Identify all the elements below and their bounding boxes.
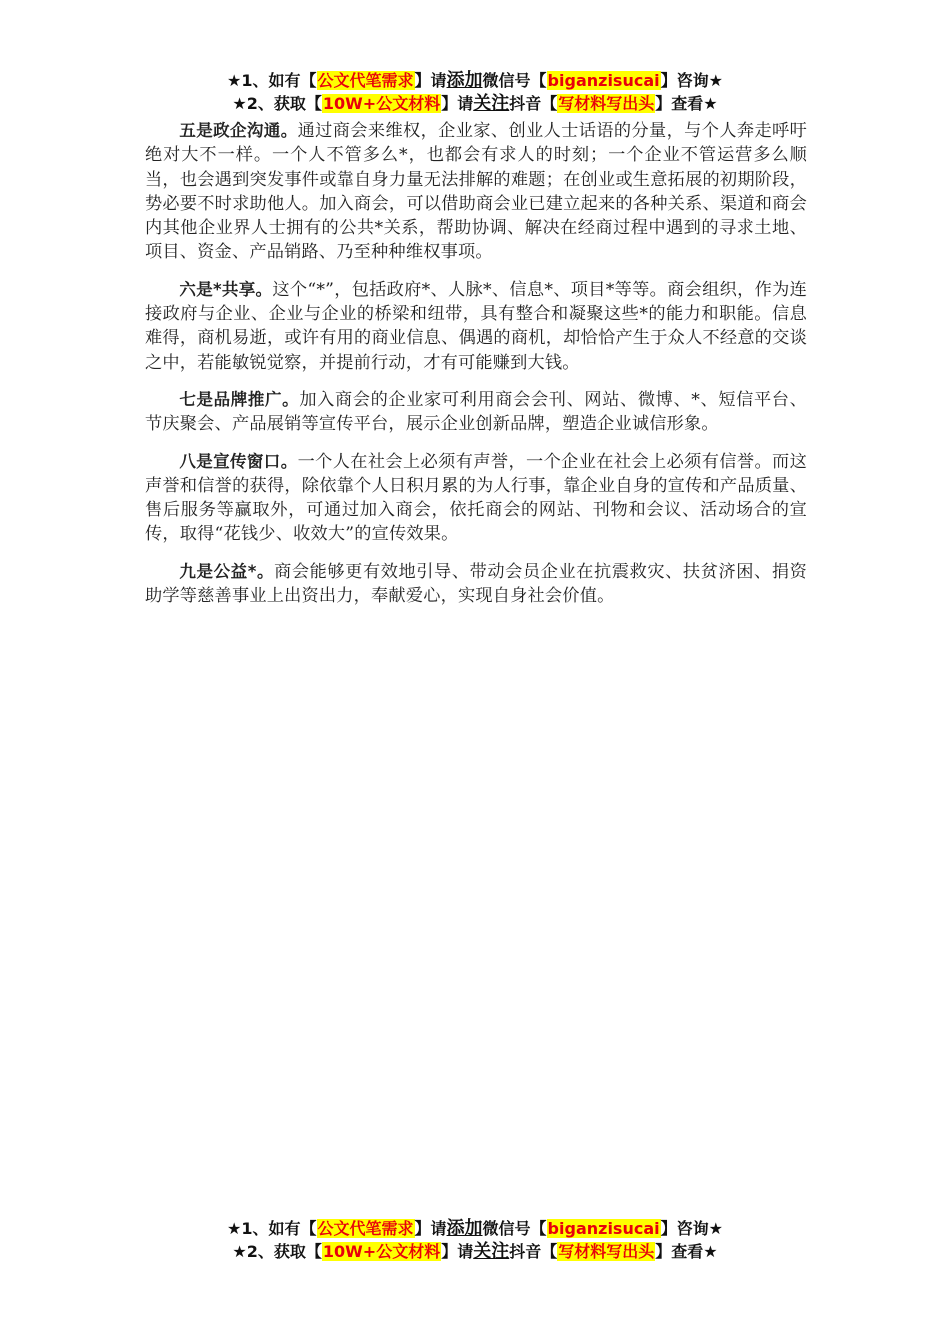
banner-1-prefix: ★1、如有【 xyxy=(227,71,317,90)
footer-2-mid-2: 抖音【 xyxy=(509,1242,558,1261)
footer-banner-line-2 xyxy=(0,1240,950,1263)
banner-1-mid-2: 微信号【 xyxy=(482,71,547,90)
paragraph-text: 商会能够更有效地引导、带动会员企业在抗震救灾、扶贫济困、捐资助学等慈善事业上出资出力，奉献爱心，实现自身社会价值。 xyxy=(145,561,807,607)
footer-1-mid-2: 微信号【 xyxy=(482,1219,547,1238)
paragraph-heading: 七是品牌推广。 xyxy=(179,389,300,409)
paragraph-7 xyxy=(145,388,807,437)
banner-2-highlight-douyin: 写材料写出头 xyxy=(558,94,655,113)
banner-2-highlight-materials: 10W+公文材料 xyxy=(322,94,441,113)
footer-1-highlight-wechat-id: biganzisucai xyxy=(547,1219,660,1238)
footer-2-highlight-douyin: 写材料写出头 xyxy=(558,1242,655,1261)
footer-2-highlight-materials: 10W+公文材料 xyxy=(322,1242,441,1261)
banner-1-highlight-service: 公文代笔需求 xyxy=(317,71,414,90)
banner-1-highlight-wechat-id: biganzisucai xyxy=(547,71,660,90)
banner-2-emphasis: 关注 xyxy=(473,93,510,114)
footer-2-emphasis: 关注 xyxy=(473,1241,510,1262)
footer-1-suffix: 】咨询★ xyxy=(660,1219,723,1238)
paragraph-5 xyxy=(145,119,807,265)
footer-1-highlight-service: 公文代笔需求 xyxy=(317,1219,414,1238)
paragraph-6 xyxy=(145,278,807,375)
footer-2-prefix: ★2、获取【 xyxy=(232,1242,322,1261)
banner-line-1 xyxy=(0,69,950,92)
footer-1-emphasis: 添加 xyxy=(446,1218,483,1239)
footer-2-suffix: 】查看★ xyxy=(655,1242,718,1261)
paragraph-heading: 九是公益*。 xyxy=(179,561,275,581)
banner-1-mid: 】请 xyxy=(414,71,447,90)
document-body xyxy=(145,119,807,621)
paragraph-text: 加入商会的企业家可利用商会会刊、网站、微博、*、短信平台、节庆聚会、产品展销等宣传平台，展示企业创新品牌，塑造企业诚信形象。 xyxy=(145,389,807,435)
footer-2-mid: 】请 xyxy=(441,1242,474,1261)
footer-banner-line-1 xyxy=(0,1217,950,1240)
paragraph-heading: 八是宣传窗口。 xyxy=(179,451,298,471)
banner-2-prefix: ★2、获取【 xyxy=(232,94,322,113)
paragraph-heading: 六是*共享。 xyxy=(179,279,273,299)
footer-1-prefix: ★1、如有【 xyxy=(227,1219,317,1238)
paragraph-text: 通过商会来维权，企业家、创业人士话语的分量，与个人奔走呼吁绝对大不一样。一个人不管多么*，也都会有求人的时刻；一个企业不管运营多么顺当，也会遇到突发事件或靠自身力量无法排解的难题；在创业或生意拓展的初期阶段，势必要不时求助他人。加入商会，可以借助商会业已建立起来的各种关系、渠道和商会内其他企业界人士拥有的公共*关系，帮助协调、解决在经商过程中遇到的寻求土地、项目、资金、产品销路、乃至种种维权事项。 xyxy=(145,121,807,263)
banner-line-2 xyxy=(0,92,950,115)
banner-2-mid-2: 抖音【 xyxy=(509,94,558,113)
header-banner xyxy=(0,69,950,115)
footer-1-mid: 】请 xyxy=(414,1219,447,1238)
paragraph-heading: 五是政企沟通。 xyxy=(179,121,298,140)
footer-banner xyxy=(0,1217,950,1263)
paragraph-8 xyxy=(145,450,807,547)
banner-1-suffix: 】咨询★ xyxy=(660,71,723,90)
banner-2-suffix: 】查看★ xyxy=(655,94,718,113)
paragraph-text: 这个“*”，包括政府*、人脉*、信息*、项目*等等。商会组织，作为连接政府与企业、企业与企业的桥梁和纽带，具有整合和凝聚这些*的能力和职能。信息难得，商机易逝，或许有用的商业信息、偶遇的商机，却恰恰产生于众人不经意的交谈之中，若能敏锐觉察，并提前行动，才有可能赚到大钱。 xyxy=(145,279,807,373)
paragraph-9 xyxy=(145,560,807,609)
banner-1-emphasis: 添加 xyxy=(446,70,483,91)
banner-2-mid: 】请 xyxy=(441,94,474,113)
paragraph-text: 一个人在社会上必须有声誉，一个企业在社会上必须有信誉。而这声誉和信誉的获得，除依靠个人日积月累的为人行事，靠企业自身的宣传和产品质量、售后服务等赢取外，可通过加入商会，依托商会的网站、刊物和会议、活动场合的宣传，取得“花钱少、收效大”的宣传效果。 xyxy=(145,451,807,545)
